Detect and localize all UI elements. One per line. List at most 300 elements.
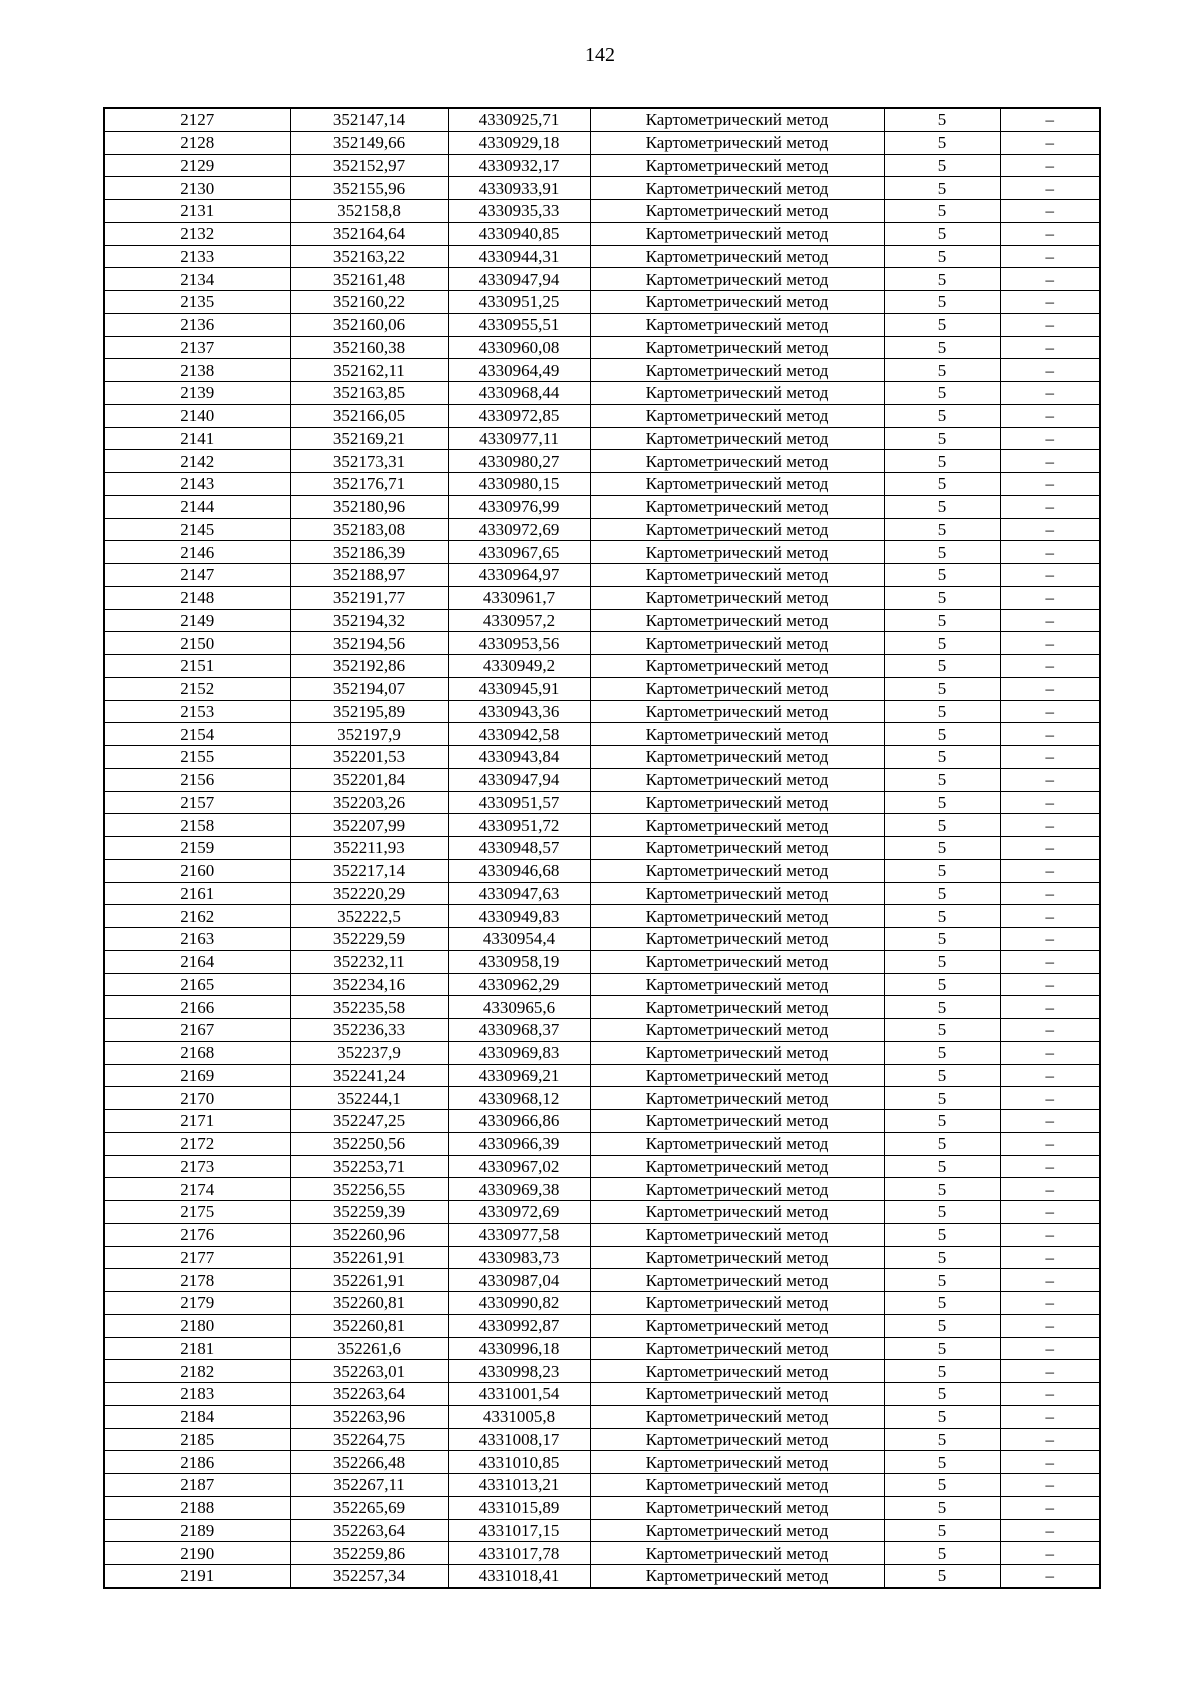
- table-row: [104, 1292, 1100, 1315]
- y-coordinate-cell: 4330983,73: [448, 1246, 590, 1269]
- accuracy-cell: 5: [884, 518, 1000, 541]
- x-coordinate-cell: 352160,38: [290, 336, 448, 359]
- y-coordinate-cell: 4330935,33: [448, 200, 590, 223]
- y-coordinate-cell: 4330980,15: [448, 473, 590, 496]
- point-number-cell: 2129: [104, 154, 290, 177]
- accuracy-cell: 5: [884, 700, 1000, 723]
- x-coordinate-cell: 352261,91: [290, 1246, 448, 1269]
- accuracy-cell: 5: [884, 177, 1000, 200]
- accuracy-cell: 5: [884, 404, 1000, 427]
- y-coordinate-cell: 4330951,72: [448, 814, 590, 837]
- y-coordinate-cell: 4330977,58: [448, 1223, 590, 1246]
- method-cell: Картометрический метод: [590, 404, 884, 427]
- note-cell: –: [1000, 313, 1100, 336]
- y-coordinate-cell: 4330962,29: [448, 973, 590, 996]
- table-row: [104, 996, 1100, 1019]
- y-coordinate-cell: 4330972,85: [448, 404, 590, 427]
- method-cell: Картометрический метод: [590, 200, 884, 223]
- x-coordinate-cell: 352247,25: [290, 1110, 448, 1133]
- table-row: [104, 1314, 1100, 1337]
- point-number-cell: 2176: [104, 1223, 290, 1246]
- x-coordinate-cell: 352263,96: [290, 1405, 448, 1428]
- point-number-cell: 2135: [104, 291, 290, 314]
- accuracy-cell: 5: [884, 541, 1000, 564]
- x-coordinate-cell: 352160,06: [290, 313, 448, 336]
- method-cell: Картометрический метод: [590, 1019, 884, 1042]
- table-row: [104, 928, 1100, 951]
- accuracy-cell: 5: [884, 1519, 1000, 1542]
- point-number-cell: 2188: [104, 1496, 290, 1519]
- point-number-cell: 2141: [104, 427, 290, 450]
- point-number-cell: 2130: [104, 177, 290, 200]
- y-coordinate-cell: 4330992,87: [448, 1314, 590, 1337]
- point-number-cell: 2149: [104, 609, 290, 632]
- note-cell: –: [1000, 837, 1100, 860]
- point-number-cell: 2165: [104, 973, 290, 996]
- x-coordinate-cell: 352155,96: [290, 177, 448, 200]
- note-cell: –: [1000, 928, 1100, 951]
- accuracy-cell: 5: [884, 1019, 1000, 1042]
- method-cell: Картометрический метод: [590, 1292, 884, 1315]
- x-coordinate-cell: 352201,53: [290, 746, 448, 769]
- x-coordinate-cell: 352169,21: [290, 427, 448, 450]
- accuracy-cell: 5: [884, 564, 1000, 587]
- x-coordinate-cell: 352191,77: [290, 586, 448, 609]
- accuracy-cell: 5: [884, 905, 1000, 928]
- y-coordinate-cell: 4330944,31: [448, 245, 590, 268]
- y-coordinate-cell: 4330972,69: [448, 518, 590, 541]
- table-row: [104, 882, 1100, 905]
- table-row: [104, 1087, 1100, 1110]
- y-coordinate-cell: 4330996,18: [448, 1337, 590, 1360]
- x-coordinate-cell: 352244,1: [290, 1087, 448, 1110]
- accuracy-cell: 5: [884, 313, 1000, 336]
- x-coordinate-cell: 352217,14: [290, 859, 448, 882]
- x-coordinate-cell: 352176,71: [290, 473, 448, 496]
- y-coordinate-cell: 4330976,99: [448, 495, 590, 518]
- y-coordinate-cell: 4331017,15: [448, 1519, 590, 1542]
- table-row: [104, 973, 1100, 996]
- note-cell: –: [1000, 632, 1100, 655]
- point-number-cell: 2134: [104, 268, 290, 291]
- point-number-cell: 2157: [104, 791, 290, 814]
- method-cell: Картометрический метод: [590, 1223, 884, 1246]
- note-cell: –: [1000, 1451, 1100, 1474]
- table-row: [104, 723, 1100, 746]
- x-coordinate-cell: 352236,33: [290, 1019, 448, 1042]
- point-number-cell: 2172: [104, 1132, 290, 1155]
- x-coordinate-cell: 352264,75: [290, 1428, 448, 1451]
- table-row: [104, 768, 1100, 791]
- method-cell: Картометрический метод: [590, 905, 884, 928]
- x-coordinate-cell: 352160,22: [290, 291, 448, 314]
- table-row: [104, 1201, 1100, 1224]
- method-cell: Картометрический метод: [590, 154, 884, 177]
- accuracy-cell: 5: [884, 1405, 1000, 1428]
- table-row: [104, 313, 1100, 336]
- y-coordinate-cell: 4330966,86: [448, 1110, 590, 1133]
- point-number-cell: 2170: [104, 1087, 290, 1110]
- note-cell: –: [1000, 359, 1100, 382]
- x-coordinate-cell: 352173,31: [290, 450, 448, 473]
- point-number-cell: 2161: [104, 882, 290, 905]
- note-cell: –: [1000, 177, 1100, 200]
- x-coordinate-cell: 352161,48: [290, 268, 448, 291]
- accuracy-cell: 5: [884, 677, 1000, 700]
- y-coordinate-cell: 4330951,25: [448, 291, 590, 314]
- point-number-cell: 2169: [104, 1064, 290, 1087]
- point-number-cell: 2151: [104, 655, 290, 678]
- x-coordinate-cell: 352188,97: [290, 564, 448, 587]
- point-number-cell: 2154: [104, 723, 290, 746]
- page-number: 142: [585, 44, 615, 66]
- note-cell: –: [1000, 723, 1100, 746]
- x-coordinate-cell: 352163,85: [290, 382, 448, 405]
- table-row: [104, 1064, 1100, 1087]
- y-coordinate-cell: 4330964,97: [448, 564, 590, 587]
- table-row: [104, 177, 1100, 200]
- note-cell: –: [1000, 1474, 1100, 1497]
- note-cell: –: [1000, 200, 1100, 223]
- accuracy-cell: 5: [884, 791, 1000, 814]
- y-coordinate-cell: 4330998,23: [448, 1360, 590, 1383]
- note-cell: –: [1000, 1314, 1100, 1337]
- y-coordinate-cell: 4330947,94: [448, 768, 590, 791]
- y-coordinate-cell: 4331005,8: [448, 1405, 590, 1428]
- table-row: [104, 837, 1100, 860]
- accuracy-cell: 5: [884, 495, 1000, 518]
- accuracy-cell: 5: [884, 950, 1000, 973]
- y-coordinate-cell: 4330964,49: [448, 359, 590, 382]
- table-row: [104, 1132, 1100, 1155]
- table-row: [104, 450, 1100, 473]
- note-cell: –: [1000, 1360, 1100, 1383]
- table-row: [104, 950, 1100, 973]
- note-cell: –: [1000, 1428, 1100, 1451]
- y-coordinate-cell: 4330947,94: [448, 268, 590, 291]
- method-cell: Картометрический метод: [590, 268, 884, 291]
- accuracy-cell: 5: [884, 928, 1000, 951]
- accuracy-cell: 5: [884, 814, 1000, 837]
- table-row: [104, 200, 1100, 223]
- accuracy-cell: 5: [884, 200, 1000, 223]
- accuracy-cell: 5: [884, 632, 1000, 655]
- y-coordinate-cell: 4330949,2: [448, 655, 590, 678]
- table-row: [104, 1041, 1100, 1064]
- table-row: [104, 632, 1100, 655]
- x-coordinate-cell: 352152,97: [290, 154, 448, 177]
- y-coordinate-cell: 4330969,38: [448, 1178, 590, 1201]
- note-cell: –: [1000, 1064, 1100, 1087]
- note-cell: –: [1000, 746, 1100, 769]
- table-row: [104, 131, 1100, 154]
- point-number-cell: 2180: [104, 1314, 290, 1337]
- accuracy-cell: 5: [884, 1383, 1000, 1406]
- note-cell: –: [1000, 450, 1100, 473]
- x-coordinate-cell: 352162,11: [290, 359, 448, 382]
- accuracy-cell: 5: [884, 336, 1000, 359]
- point-number-cell: 2136: [104, 313, 290, 336]
- method-cell: Картометрический метод: [590, 1542, 884, 1565]
- note-cell: –: [1000, 268, 1100, 291]
- method-cell: Картометрический метод: [590, 518, 884, 541]
- x-coordinate-cell: 352263,64: [290, 1383, 448, 1406]
- method-cell: Картометрический метод: [590, 382, 884, 405]
- method-cell: Картометрический метод: [590, 1451, 884, 1474]
- x-coordinate-cell: 352260,81: [290, 1314, 448, 1337]
- x-coordinate-cell: 352253,71: [290, 1155, 448, 1178]
- y-coordinate-cell: 4330945,91: [448, 677, 590, 700]
- y-coordinate-cell: 4330929,18: [448, 131, 590, 154]
- method-cell: Картометрический метод: [590, 1132, 884, 1155]
- x-coordinate-cell: 352267,11: [290, 1474, 448, 1497]
- x-coordinate-cell: 352266,48: [290, 1451, 448, 1474]
- y-coordinate-cell: 4331017,78: [448, 1542, 590, 1565]
- point-number-cell: 2167: [104, 1019, 290, 1042]
- point-number-cell: 2146: [104, 541, 290, 564]
- y-coordinate-cell: 4330969,83: [448, 1041, 590, 1064]
- point-number-cell: 2131: [104, 200, 290, 223]
- point-number-cell: 2187: [104, 1474, 290, 1497]
- note-cell: –: [1000, 564, 1100, 587]
- method-cell: Картометрический метод: [590, 655, 884, 678]
- note-cell: –: [1000, 1223, 1100, 1246]
- method-cell: Картометрический метод: [590, 291, 884, 314]
- table-row: [104, 1451, 1100, 1474]
- y-coordinate-cell: 4331001,54: [448, 1383, 590, 1406]
- table-row: [104, 495, 1100, 518]
- note-cell: –: [1000, 404, 1100, 427]
- note-cell: –: [1000, 1383, 1100, 1406]
- table-row: [104, 1360, 1100, 1383]
- point-number-cell: 2147: [104, 564, 290, 587]
- accuracy-cell: 5: [884, 1360, 1000, 1383]
- accuracy-cell: 5: [884, 473, 1000, 496]
- point-number-cell: 2179: [104, 1292, 290, 1315]
- note-cell: –: [1000, 1110, 1100, 1133]
- point-number-cell: 2153: [104, 700, 290, 723]
- table-row: [104, 1155, 1100, 1178]
- accuracy-cell: 5: [884, 655, 1000, 678]
- table-row: [104, 859, 1100, 882]
- method-cell: Картометрический метод: [590, 1178, 884, 1201]
- point-number-cell: 2183: [104, 1383, 290, 1406]
- y-coordinate-cell: 4330942,58: [448, 723, 590, 746]
- accuracy-cell: 5: [884, 837, 1000, 860]
- y-coordinate-cell: 4331018,41: [448, 1565, 590, 1588]
- note-cell: –: [1000, 1155, 1100, 1178]
- note-cell: –: [1000, 791, 1100, 814]
- accuracy-cell: 5: [884, 131, 1000, 154]
- y-coordinate-cell: 4330977,11: [448, 427, 590, 450]
- x-coordinate-cell: 352194,32: [290, 609, 448, 632]
- table-row: [104, 222, 1100, 245]
- x-coordinate-cell: 352232,11: [290, 950, 448, 973]
- point-number-cell: 2171: [104, 1110, 290, 1133]
- x-coordinate-cell: 352211,93: [290, 837, 448, 860]
- accuracy-cell: 5: [884, 1064, 1000, 1087]
- table-row: [104, 154, 1100, 177]
- x-coordinate-cell: 352197,9: [290, 723, 448, 746]
- method-cell: Картометрический метод: [590, 313, 884, 336]
- method-cell: Картометрический метод: [590, 950, 884, 973]
- note-cell: –: [1000, 222, 1100, 245]
- point-number-cell: 2174: [104, 1178, 290, 1201]
- y-coordinate-cell: 4330967,02: [448, 1155, 590, 1178]
- accuracy-cell: 5: [884, 1496, 1000, 1519]
- x-coordinate-cell: 352164,64: [290, 222, 448, 245]
- method-cell: Картометрический метод: [590, 996, 884, 1019]
- point-number-cell: 2158: [104, 814, 290, 837]
- y-coordinate-cell: 4330933,91: [448, 177, 590, 200]
- accuracy-cell: 5: [884, 996, 1000, 1019]
- x-coordinate-cell: 352260,81: [290, 1292, 448, 1315]
- accuracy-cell: 5: [884, 973, 1000, 996]
- point-number-cell: 2185: [104, 1428, 290, 1451]
- method-cell: Картометрический метод: [590, 1110, 884, 1133]
- method-cell: Картометрический метод: [590, 1405, 884, 1428]
- method-cell: Картометрический метод: [590, 1360, 884, 1383]
- y-coordinate-cell: 4330948,57: [448, 837, 590, 860]
- note-cell: –: [1000, 154, 1100, 177]
- table-row: [104, 1565, 1100, 1588]
- x-coordinate-cell: 352222,5: [290, 905, 448, 928]
- point-number-cell: 2139: [104, 382, 290, 405]
- point-number-cell: 2156: [104, 768, 290, 791]
- x-coordinate-cell: 352259,39: [290, 1201, 448, 1224]
- y-coordinate-cell: 4330953,56: [448, 632, 590, 655]
- note-cell: –: [1000, 905, 1100, 928]
- table-row: [104, 905, 1100, 928]
- y-coordinate-cell: 4330990,82: [448, 1292, 590, 1315]
- point-number-cell: 2138: [104, 359, 290, 382]
- accuracy-cell: 5: [884, 1428, 1000, 1451]
- table-row: [104, 1269, 1100, 1292]
- x-coordinate-cell: 352241,24: [290, 1064, 448, 1087]
- x-coordinate-cell: 352194,07: [290, 677, 448, 700]
- method-cell: Картометрический метод: [590, 768, 884, 791]
- table-row: [104, 655, 1100, 678]
- method-cell: Картометрический метод: [590, 746, 884, 769]
- method-cell: Картометрический метод: [590, 473, 884, 496]
- accuracy-cell: 5: [884, 723, 1000, 746]
- y-coordinate-cell: 4330967,65: [448, 541, 590, 564]
- note-cell: –: [1000, 700, 1100, 723]
- x-coordinate-cell: 352234,16: [290, 973, 448, 996]
- table-row: [104, 359, 1100, 382]
- table-row: [104, 268, 1100, 291]
- note-cell: –: [1000, 541, 1100, 564]
- x-coordinate-cell: 352259,86: [290, 1542, 448, 1565]
- note-cell: –: [1000, 245, 1100, 268]
- x-coordinate-cell: 352256,55: [290, 1178, 448, 1201]
- accuracy-cell: 5: [884, 154, 1000, 177]
- accuracy-cell: 5: [884, 1246, 1000, 1269]
- method-cell: Картометрический метод: [590, 723, 884, 746]
- point-number-cell: 2182: [104, 1360, 290, 1383]
- method-cell: Картометрический метод: [590, 1269, 884, 1292]
- note-cell: –: [1000, 1269, 1100, 1292]
- table-row: [104, 746, 1100, 769]
- y-coordinate-cell: 4330965,6: [448, 996, 590, 1019]
- point-number-cell: 2140: [104, 404, 290, 427]
- accuracy-cell: 5: [884, 1292, 1000, 1315]
- method-cell: Картометрический метод: [590, 1428, 884, 1451]
- y-coordinate-cell: 4330957,2: [448, 609, 590, 632]
- accuracy-cell: 5: [884, 1314, 1000, 1337]
- note-cell: –: [1000, 1178, 1100, 1201]
- method-cell: Картометрический метод: [590, 928, 884, 951]
- y-coordinate-cell: 4330951,57: [448, 791, 590, 814]
- note-cell: –: [1000, 473, 1100, 496]
- y-coordinate-cell: 4330972,69: [448, 1201, 590, 1224]
- point-number-cell: 2164: [104, 950, 290, 973]
- accuracy-cell: 5: [884, 1178, 1000, 1201]
- y-coordinate-cell: 4330980,27: [448, 450, 590, 473]
- y-coordinate-cell: 4330969,21: [448, 1064, 590, 1087]
- point-number-cell: 2142: [104, 450, 290, 473]
- x-coordinate-cell: 352186,39: [290, 541, 448, 564]
- point-number-cell: 2162: [104, 905, 290, 928]
- table-row: [104, 700, 1100, 723]
- accuracy-cell: 5: [884, 1132, 1000, 1155]
- point-number-cell: 2159: [104, 837, 290, 860]
- point-number-cell: 2132: [104, 222, 290, 245]
- point-number-cell: 2168: [104, 1041, 290, 1064]
- note-cell: –: [1000, 814, 1100, 837]
- method-cell: Картометрический метод: [590, 837, 884, 860]
- method-cell: Картометрический метод: [590, 814, 884, 837]
- y-coordinate-cell: 4330940,85: [448, 222, 590, 245]
- note-cell: –: [1000, 1041, 1100, 1064]
- table-row: [104, 791, 1100, 814]
- point-number-cell: 2175: [104, 1201, 290, 1224]
- table-row: [104, 1246, 1100, 1269]
- point-number-cell: 2160: [104, 859, 290, 882]
- point-number-cell: 2190: [104, 1542, 290, 1565]
- x-coordinate-cell: 352261,6: [290, 1337, 448, 1360]
- note-cell: –: [1000, 382, 1100, 405]
- table-row: [104, 677, 1100, 700]
- note-cell: –: [1000, 859, 1100, 882]
- method-cell: Картометрический метод: [590, 541, 884, 564]
- x-coordinate-cell: 352201,84: [290, 768, 448, 791]
- method-cell: Картометрический метод: [590, 359, 884, 382]
- coordinates-table: [103, 107, 1101, 1589]
- y-coordinate-cell: 4330968,44: [448, 382, 590, 405]
- method-cell: Картометрический метод: [590, 1565, 884, 1588]
- method-cell: Картометрический метод: [590, 1246, 884, 1269]
- note-cell: –: [1000, 1519, 1100, 1542]
- accuracy-cell: 5: [884, 1223, 1000, 1246]
- note-cell: –: [1000, 1405, 1100, 1428]
- table-row: [104, 586, 1100, 609]
- table-row: [104, 1019, 1100, 1042]
- accuracy-cell: 5: [884, 768, 1000, 791]
- table-row: [104, 609, 1100, 632]
- table-row: [104, 1178, 1100, 1201]
- x-coordinate-cell: 352250,56: [290, 1132, 448, 1155]
- note-cell: –: [1000, 1565, 1100, 1588]
- accuracy-cell: 5: [884, 291, 1000, 314]
- point-number-cell: 2166: [104, 996, 290, 1019]
- accuracy-cell: 5: [884, 245, 1000, 268]
- table-row: [104, 1519, 1100, 1542]
- point-number-cell: 2145: [104, 518, 290, 541]
- point-number-cell: 2177: [104, 1246, 290, 1269]
- method-cell: Картометрический метод: [590, 700, 884, 723]
- point-number-cell: 2127: [104, 108, 290, 131]
